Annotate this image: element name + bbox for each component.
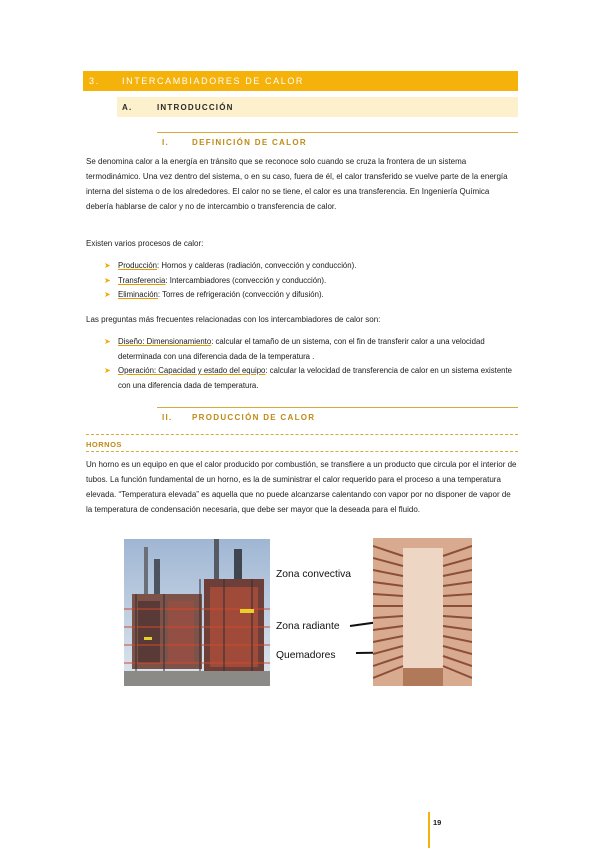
subsection-heading-definition <box>157 132 518 148</box>
list-item <box>104 274 518 289</box>
furnace-plant-photo <box>124 539 270 686</box>
chapter-number: 3. <box>89 76 100 86</box>
arrowhead-bullet-icon: ➤ <box>104 261 111 270</box>
radiant-zone-label: Zona radiante <box>276 621 340 632</box>
list-item <box>104 259 518 274</box>
subsection-number: I. <box>162 138 170 147</box>
dashed-divider <box>86 451 518 452</box>
subsection-number: II. <box>162 413 173 422</box>
section-title: INTRODUCCIÓN <box>157 103 234 112</box>
chapter-title: INTERCAMBIADORES DE CALOR <box>122 76 305 86</box>
questions-list <box>104 335 518 393</box>
subsection-title: DEFINICIÓN DE CALOR <box>192 138 307 147</box>
list-item-term: Diseño: Dimensionamiento <box>118 337 212 346</box>
hornos-paragraph: Un horno es un equipo en que el calor producido por combustión, se transfiere a un producto que circula por el interior de tubos. La función fundamental de un horno, es la de suministrar el calor requerido para el proceso a una temperatura elevada. “Temperatura elevada” es aquella que no puede alcanzarse calentando con vapor por no disponer de vapor de la temperatura de condensación necesaria, que debe ser mayor que la deseada para el fluido. <box>86 460 517 514</box>
list-item-term: Operación: Capacidad y estado del equipo <box>118 366 266 375</box>
arrowhead-bullet-icon: ➤ <box>104 337 111 346</box>
list-item-text: : Torres de refrigeración (convección y difusión). <box>157 290 324 299</box>
hornos-label: HORNOS <box>86 440 122 449</box>
list-item-text: : calcular el tamaño de un sistema, con el fin de transferir calor a una velocidad determinada con una diferencia dada de la temperatura . <box>118 337 485 361</box>
list-item-term: Producción <box>118 261 158 270</box>
processes-list <box>104 259 518 303</box>
convective-zone-label: Zona convectiva <box>276 569 351 580</box>
arrowhead-bullet-icon: ➤ <box>104 290 111 299</box>
burners-label: Quemadores <box>276 650 336 661</box>
questions-intro: Las preguntas más frecuentes relacionadas con los intercambiadores de calor son: <box>86 315 381 324</box>
page-number: 19 <box>433 818 442 827</box>
arrowhead-bullet-icon: ➤ <box>104 366 111 375</box>
list-item <box>104 335 518 364</box>
list-item-text: : calcular la velocidad de transferencia de calor en un sistema existente con una diferencia dada de temperatura. <box>118 366 512 390</box>
definition-paragraph: Se denomina calor a la energía en tránsito que se reconoce solo cuando se cruza la frontera de un sistema termodinámico. Una vez dentro del sistema, o en su caso, fuera de él, el calor transferido se vuelve parte de la energía interna del sistema o de los alrededores. El calor no se tiene, el calor es una transferencia. En Ingeniería Química debería hablarse de calor y no de intercambio o transferencia de calor. <box>86 157 508 211</box>
list-item <box>104 364 518 393</box>
section-header <box>117 97 518 117</box>
heading-rule <box>157 407 518 408</box>
chapter-header-bar <box>83 71 518 91</box>
dashed-divider <box>86 434 518 435</box>
arrowhead-bullet-icon: ➤ <box>104 275 111 285</box>
section-letter: A. <box>122 103 133 112</box>
subsection-heading-production <box>157 407 518 423</box>
subsection-title: PRODUCCIÓN DE CALOR <box>192 413 316 422</box>
footer-accent-bar <box>428 812 430 848</box>
furnace-interior-photo <box>373 538 472 686</box>
list-item-text: : Intercambiadores (convección y conducción). <box>165 275 327 285</box>
list-item-term: Eliminación <box>118 290 158 299</box>
list-item-term: Transferencia <box>118 275 166 285</box>
list-item-text: : Hornos y calderas (radiación, convección y conducción). <box>157 261 357 270</box>
heading-rule <box>157 132 518 133</box>
processes-intro: Existen varios procesos de calor: <box>86 239 204 248</box>
list-item <box>104 288 518 303</box>
